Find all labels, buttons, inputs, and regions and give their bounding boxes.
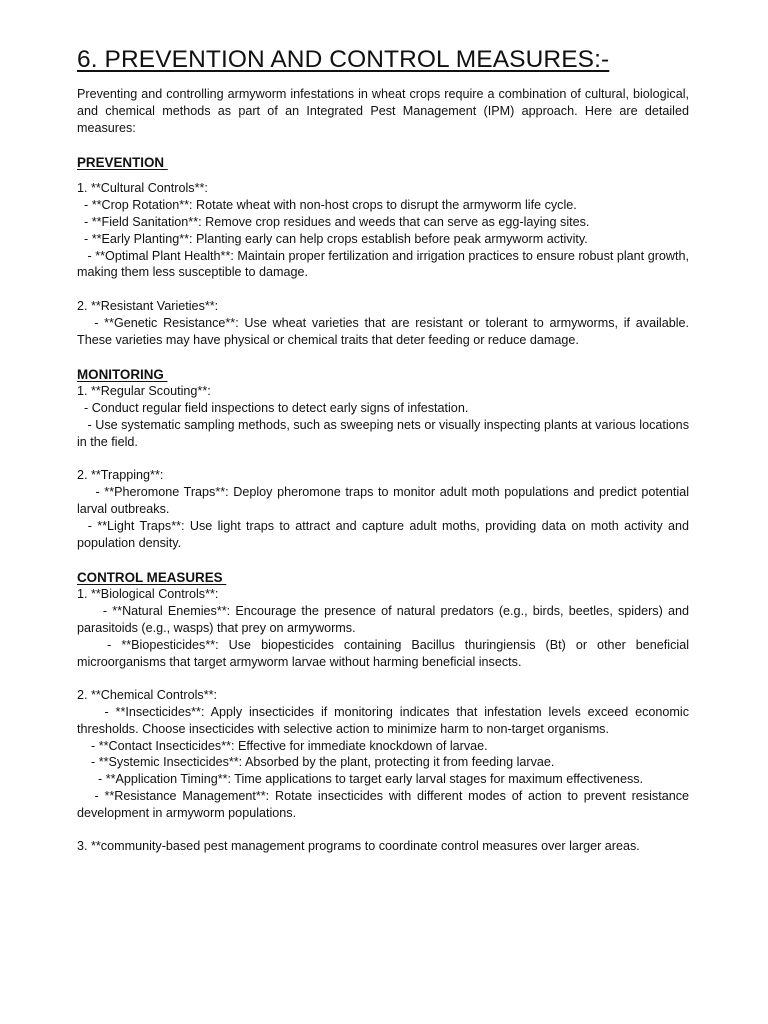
list-item: - **Natural Enemies**: Encourage the presence of natural predators (e.g., birds, beetles, spiders) and parasitoids (e.g., wasps) that prey on armyworms. bbox=[77, 604, 693, 635]
list-item: - Conduct regular field inspections to detect early signs of infestation. bbox=[77, 401, 469, 416]
list-item: 3. **community-based pest management programs to coordinate control measures over larger areas. bbox=[77, 839, 640, 854]
list-item: - **Contact Insecticides**: Effective for immediate knockdown of larvae. bbox=[77, 738, 488, 753]
list-item: - **Field Sanitation**: Remove crop residues and weeds that can serve as egg-laying sites. bbox=[77, 214, 590, 229]
section-heading-prevention: PREVENTION bbox=[77, 155, 168, 171]
list-item: 1. **Regular Scouting**: bbox=[77, 384, 211, 399]
list-item: 1. **Cultural Controls**: bbox=[77, 181, 208, 196]
list-item: - **Genetic Resistance**: Use wheat varieties that are resistant or tolerant to armyworms, if available. These varieties may have physical or chemical traits that deter feeding or reduce damage. bbox=[77, 315, 693, 347]
prevention-section bbox=[77, 180, 693, 348]
list-item: - **Early Planting**: Planting early can help crops establish before peak armyworm activity. bbox=[77, 231, 588, 246]
list-item: - **Resistance Management**: Rotate insecticides with different modes of action to prevent resistance development in armyworm populations. bbox=[77, 788, 693, 820]
list-item: 2. **Resistant Varieties**: bbox=[77, 298, 219, 313]
section-heading-monitoring: MONITORING bbox=[77, 367, 168, 383]
blank-line bbox=[77, 670, 689, 687]
blank-line bbox=[77, 281, 689, 298]
blank-line bbox=[77, 451, 689, 468]
list-item: 1. **Biological Controls**: bbox=[77, 587, 219, 602]
list-item: - **Systemic Insecticides**: Absorbed by the plant, protecting it from feeding larvae. bbox=[77, 755, 555, 770]
intro-paragraph: Preventing and controlling armyworm infestations in wheat crops require a combination of cultural, biological, and chemical methods as part of an Integrated Pest Management (IPM) approach. Here are detailed measures: bbox=[77, 87, 689, 135]
list-item: - Use systematic sampling methods, such as sweeping nets or visually inspecting plants at various locations in the field. bbox=[77, 417, 693, 449]
section-heading-control: CONTROL MEASURES bbox=[77, 570, 227, 586]
list-item: - **Pheromone Traps**: Deploy pheromone traps to monitor adult moth populations and predict potential larval outbreaks. bbox=[77, 485, 693, 516]
page-title: 6. PREVENTION AND CONTROL MEASURES:- bbox=[77, 46, 610, 73]
list-item: - **Light Traps**: Use light traps to attract and capture adult moths, providing data on moth activity and population density. bbox=[77, 518, 693, 550]
blank-line bbox=[77, 821, 689, 838]
list-item: - **Crop Rotation**: Rotate wheat with non-host crops to disrupt the armyworm life cycle. bbox=[77, 198, 577, 213]
monitoring-section bbox=[77, 383, 693, 551]
list-item: 2. **Chemical Controls**: bbox=[77, 688, 217, 703]
control-section bbox=[77, 586, 693, 855]
document-page bbox=[77, 44, 693, 855]
list-item: 2. **Trapping**: bbox=[77, 468, 164, 483]
list-item: - **Insecticides**: Apply insecticides if monitoring indicates that infestation levels exceed economic thresholds. Choose insecticides with selective action to minimize harm to non-target organisms. bbox=[77, 704, 693, 736]
list-item: - **Biopesticides**: Use biopesticides containing Bacillus thuringiensis (Bt) or other beneficial microorganisms that target armyworm larvae without harming beneficial insects. bbox=[77, 637, 693, 669]
list-item: - **Application Timing**: Time applications to target early larval stages for maximum effectiveness. bbox=[77, 772, 644, 787]
list-item: - **Optimal Plant Health**: Maintain proper fertilization and irrigation practices to ensure robust plant growth, making them less susceptible to damage. bbox=[77, 248, 693, 280]
